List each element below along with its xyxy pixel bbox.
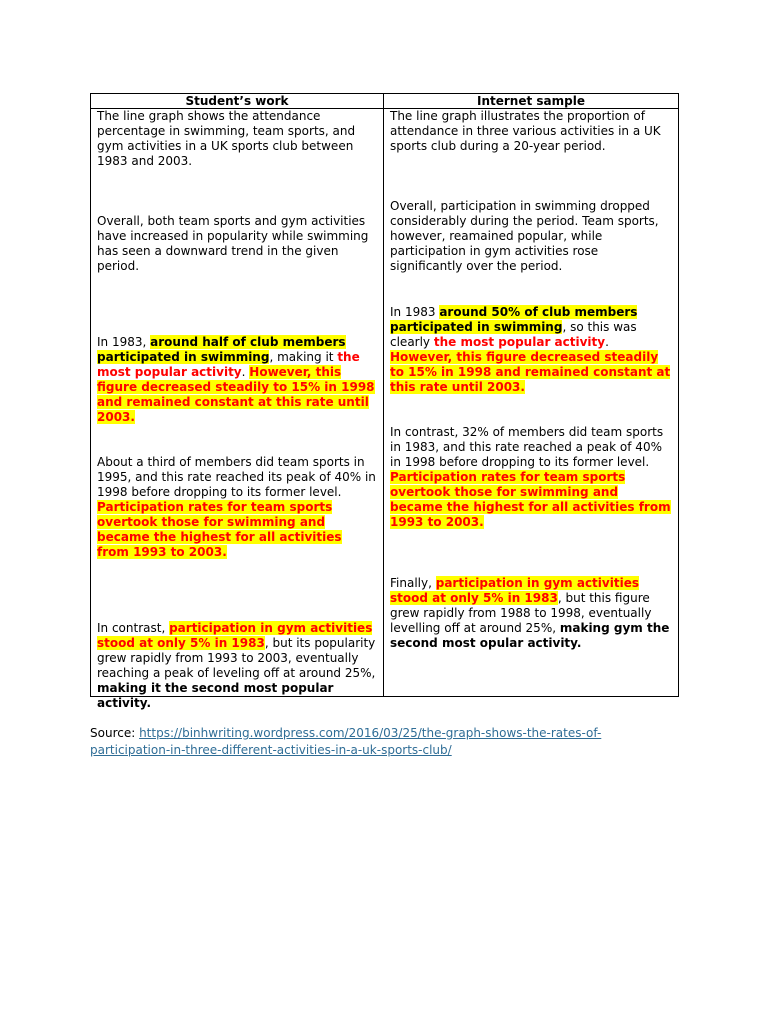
text-run: , so this was clearly [390,320,637,349]
internet-paragraph-team-sports [390,425,672,530]
source-url-line-2: participation-in-three-different-activities-in-a-uk-sports-club/ [90,743,452,757]
source-link[interactable] [90,726,601,757]
text-run: , but this figure grew rapidly from 1988 to 1998, eventually levelling off at around 25%, [390,591,652,635]
bold-phrase: making it the second most popular activity. [97,681,334,710]
bold-phrase: making gym the second most opular activity. [390,621,670,650]
text-run: In contrast, 32% of members did team sports in 1983, and this rate reached a peak of 40% in 1998 before dropping to its former level. [390,425,664,469]
highlighted-phrase: around half of club members participated in swimming [97,335,346,364]
highlighted-red-phrase: However, this figure decreased steadily to 15% in 1998 and remained constant at this rate until 2003. [390,350,671,394]
table-header-row [91,94,679,109]
text-run: In 1983 [390,305,440,319]
student-paragraph-intro: The line graph shows the attendance percentage in swimming, team sports, and gym activities in a UK sports club between 1983 and 2003. [97,109,356,168]
student-paragraph-overview: Overall, both team sports and gym activities have increased in popularity while swimming has seen a downward trend in the given period. [97,214,369,273]
internet-paragraph-gym [390,576,672,651]
student-paragraph-swimming [97,335,377,425]
internet-paragraph-intro: The line graph illustrates the proportion of attendance in three various activities in a UK sports club during a 20-year period. [390,109,661,153]
text-run: About a third of members did team sports in 1995, and this rate reached its peak of 40% in 1998 before dropping to its former level. [97,455,376,499]
highlighted-red-phrase: However, this figure decreased steadily to 15% in 1998 and remained constant at this rate until 2003. [97,365,375,424]
red-phrase: the most popular activity [433,335,606,349]
source-url-line-1: https://binhwriting.wordpress.com/2016/03/25/the-graph-shows-the-rates-of- [139,726,602,740]
student-work-cell [91,109,384,710]
highlighted-red-phrase: participation in gym activities stood at only 5% in 1983 [390,576,639,605]
highlighted-red-phrase: Participation rates for team sports overtook those for swimming and became the highest for all activities from 1993 to 2003. [97,500,342,559]
source-label: Source: [90,726,140,740]
text-run: , making it [269,350,338,364]
table-row [91,109,679,697]
highlighted-red-phrase: Participation rates for team sports overtook those for swimming and became the highest for all activities from 1993 to 2003. [390,470,671,529]
comparison-table [90,93,679,710]
source-citation [90,725,690,759]
text-run: In contrast, [97,621,170,635]
red-phrase: the most popular activity [97,350,360,379]
text-run: . [241,365,250,379]
text-run: In 1983, [97,335,151,349]
header-internet-sample: Internet sample [384,94,679,109]
text-run: . [605,335,609,349]
text-run: , but its popularity grew rapidly from 1993 to 2003, eventually reaching a peak of leveling off at around 25%, [97,636,376,680]
text-run: Finally, [390,576,436,590]
internet-paragraph-overview: Overall, participation in swimming dropped considerably during the period. Team sports, however, reamained popular, while participation in gym activities rose significantly over the period. [390,199,659,273]
internet-paragraph-swimming [390,305,672,395]
student-paragraph-team-sports [97,455,377,560]
header-student-work: Student’s work [91,94,384,109]
student-paragraph-gym [97,621,377,711]
highlighted-phrase: around 50% of club members participated in swimming [390,305,638,334]
highlighted-red-phrase: participation in gym activities stood at only 5% in 1983 [97,621,373,650]
internet-sample-cell [384,109,679,697]
